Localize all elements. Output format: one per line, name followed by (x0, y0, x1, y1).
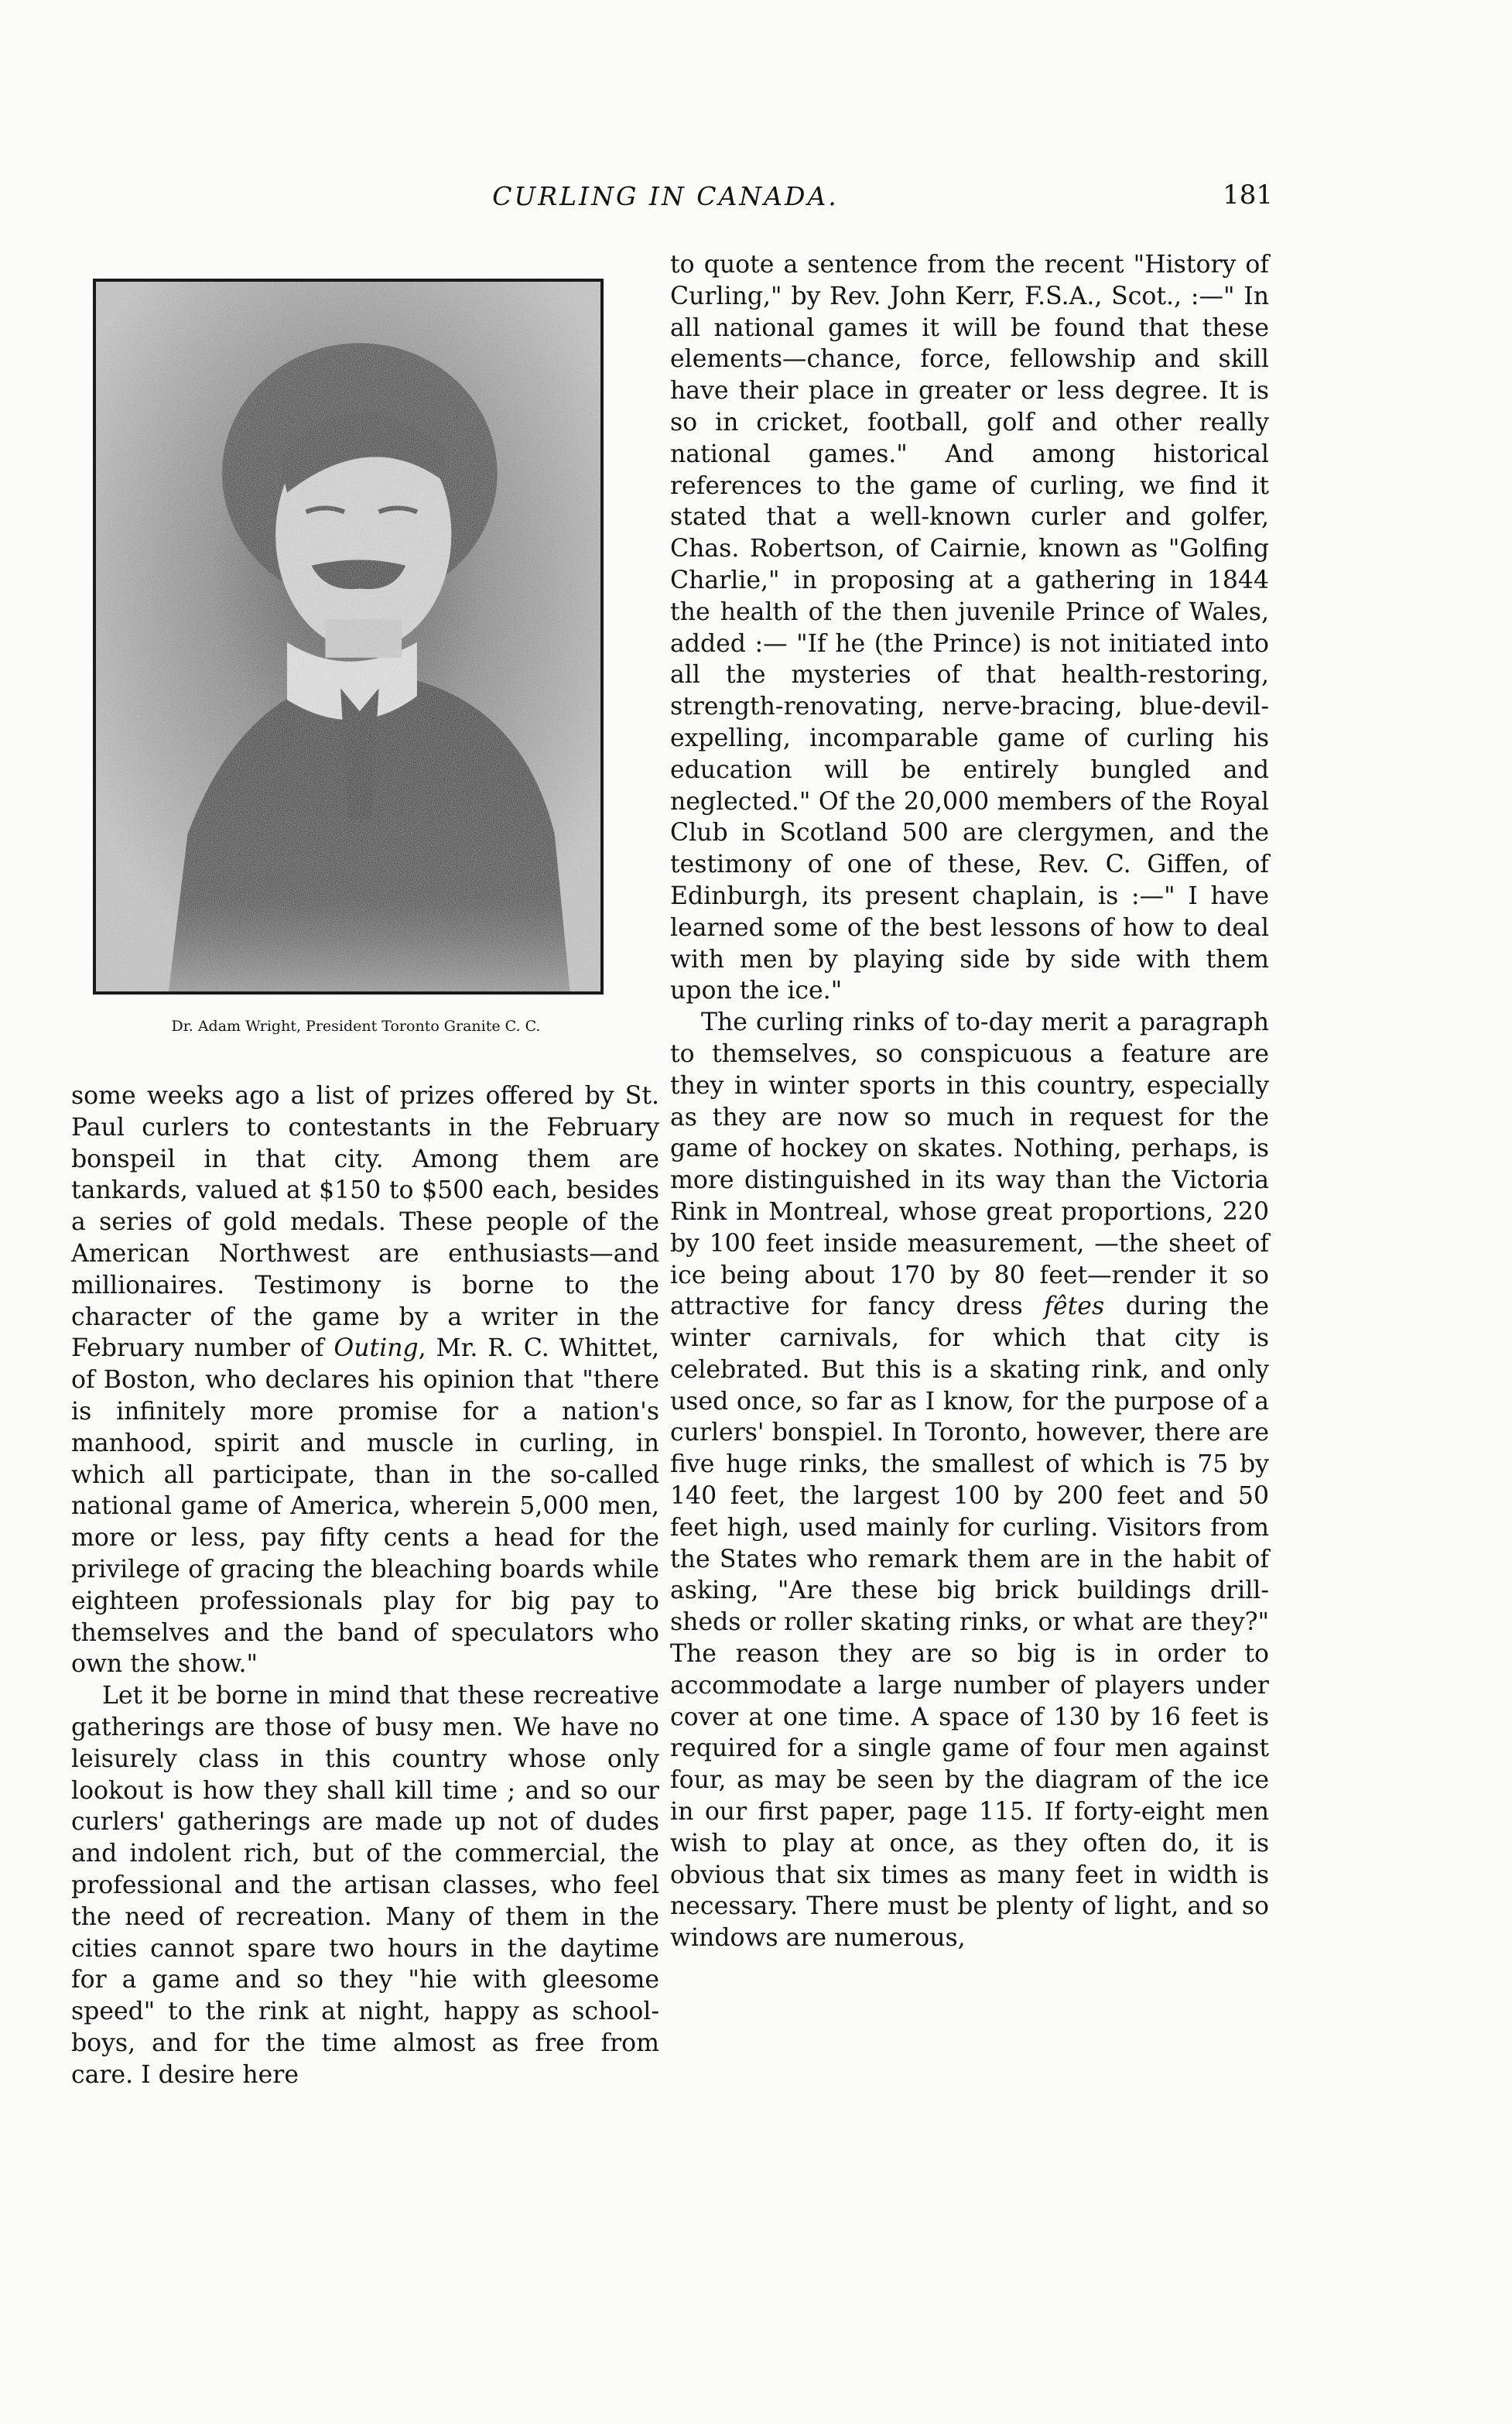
left-column (71, 1080, 659, 2091)
portrait-engraving (96, 282, 600, 991)
right-paragraph-2-text: The curling rinks of to-day merit a paragraph to themselves, so conspicuous a feature are they in winter sports in this country, especially as they are now so much in request for the game of hockey on skates. Nothing, perhaps, is more distinguished in its way than the Victoria Rink in Montreal, whose great proportions, 220 by 100 feet inside measurement, —the sheet of ice being about 170 by 80 feet—render it so attractive for fancy dress (670, 1008, 1269, 1321)
page-number: 181 (1223, 180, 1273, 211)
figure-caption: Dr. Adam Wright, President Toronto Granite C. C. (171, 1018, 541, 1035)
right-paragraph-2-end: during the winter carnivals, for which that city is celebrated. But this is a skating rink, and only used once, so far as I know, for the purpose of a curlers' bonspiel. In Toronto, however, there are five huge rinks, the smallest of which is 75 by 140 feet, the largest 100 by 200 feet and 50 feet high, used mainly for curling. Visitors from the States who remark them are in the habit of asking, "Are these big brick buildings drill-sheds or roller skating rinks, or what are they?" The reason they are so big is in order to accommodate a large number of players under cover at one time. A space of 130 by 16 feet is required for a single game of four men against four, as may be seen by the diagram of the ice in our first paper, page 115. If forty-eight men wish to play at once, as they often do, it is obvious that six times as many feet in width is necessary. There must be plenty of light, and so windows are numerous, (670, 1292, 1270, 1953)
portrait-photo (93, 279, 604, 995)
running-title: CURLING IN CANADA. (492, 181, 839, 211)
left-paragraph-1-end: , Mr. R. C. Whittet, of Boston, who declares his opinion that "there is infinitely more promise for a nation's manhood, spirit and muscle in curling, in which all participate, than in the so-called national game of America, wherein 5,000 men, more or less, pay fifty cents a head for the privilege of gracing the bleaching boards while eighteen professionals play for big pay to themselves and the band of speculators who own the show." (71, 1334, 659, 1679)
left-paragraph-1 (71, 1080, 659, 1680)
right-paragraph-2 (670, 1007, 1269, 1954)
magazine-title: Outing (334, 1334, 419, 1363)
fetes-word: fêtes (1044, 1292, 1105, 1321)
left-paragraph-1-text: some weeks ago a list of prizes offered by St. Paul curlers to contestants in the February bonspeil in that city. Among them are tankards, valued at $150 to $500 each, besides a series of gold medals. These people of the American Northwest are enthusiasts—and millionaires. Testimony is borne to the character of the game by a writer in the February number of (71, 1082, 659, 1363)
right-paragraph-1: to quote a sentence from the recent "History of Curling," by Rev. John Kerr, F.S.A., Scot., :—" In all national games it will be found that these elements—chance, force, fellowship and skill have their place in greater or less degree. It is so in cricket, football, golf and other really national games." And among historical references to the game of curling, we find it stated that a well-known curler and golfer, Chas. Robertson, of Cairnie, known as "Golfing Charlie," in proposing at a gathering in 1844 the health of the then juvenile Prince of Wales, added :— "If he (the Prince) is not initiated into all the mysteries of that health-restoring, strength-renovating, nerve-bracing, blue-devil-expelling, incomparable game of curling his education will be entirely bungled and neglected." Of the 20,000 members of the Royal Club in Scotland 500 are clergymen, and the testimony of one of these, Rev. C. Giffen, of Edinburgh, its present chaplain, is :—" I have learned some of the best lessons of how to deal with men by playing side by side with them upon the ice." (670, 251, 1269, 1005)
left-paragraph-2: Let it be borne in mind that these recreative gatherings are those of busy men. We have no leisurely class in this country whose only lookout is how they shall kill time ; and so our curlers' gatherings are made up not of dudes and indolent rich, but of the commercial, the professional and the artisan classes, who feel the need of recreation. Many of them in the cities cannot spare two hours in the daytime for a game and so they "hie with gleesome speed" to the rink at night, happy as school-boys, and for the time almost as free from care. I desire here (71, 1682, 659, 2089)
right-column (670, 249, 1269, 1954)
